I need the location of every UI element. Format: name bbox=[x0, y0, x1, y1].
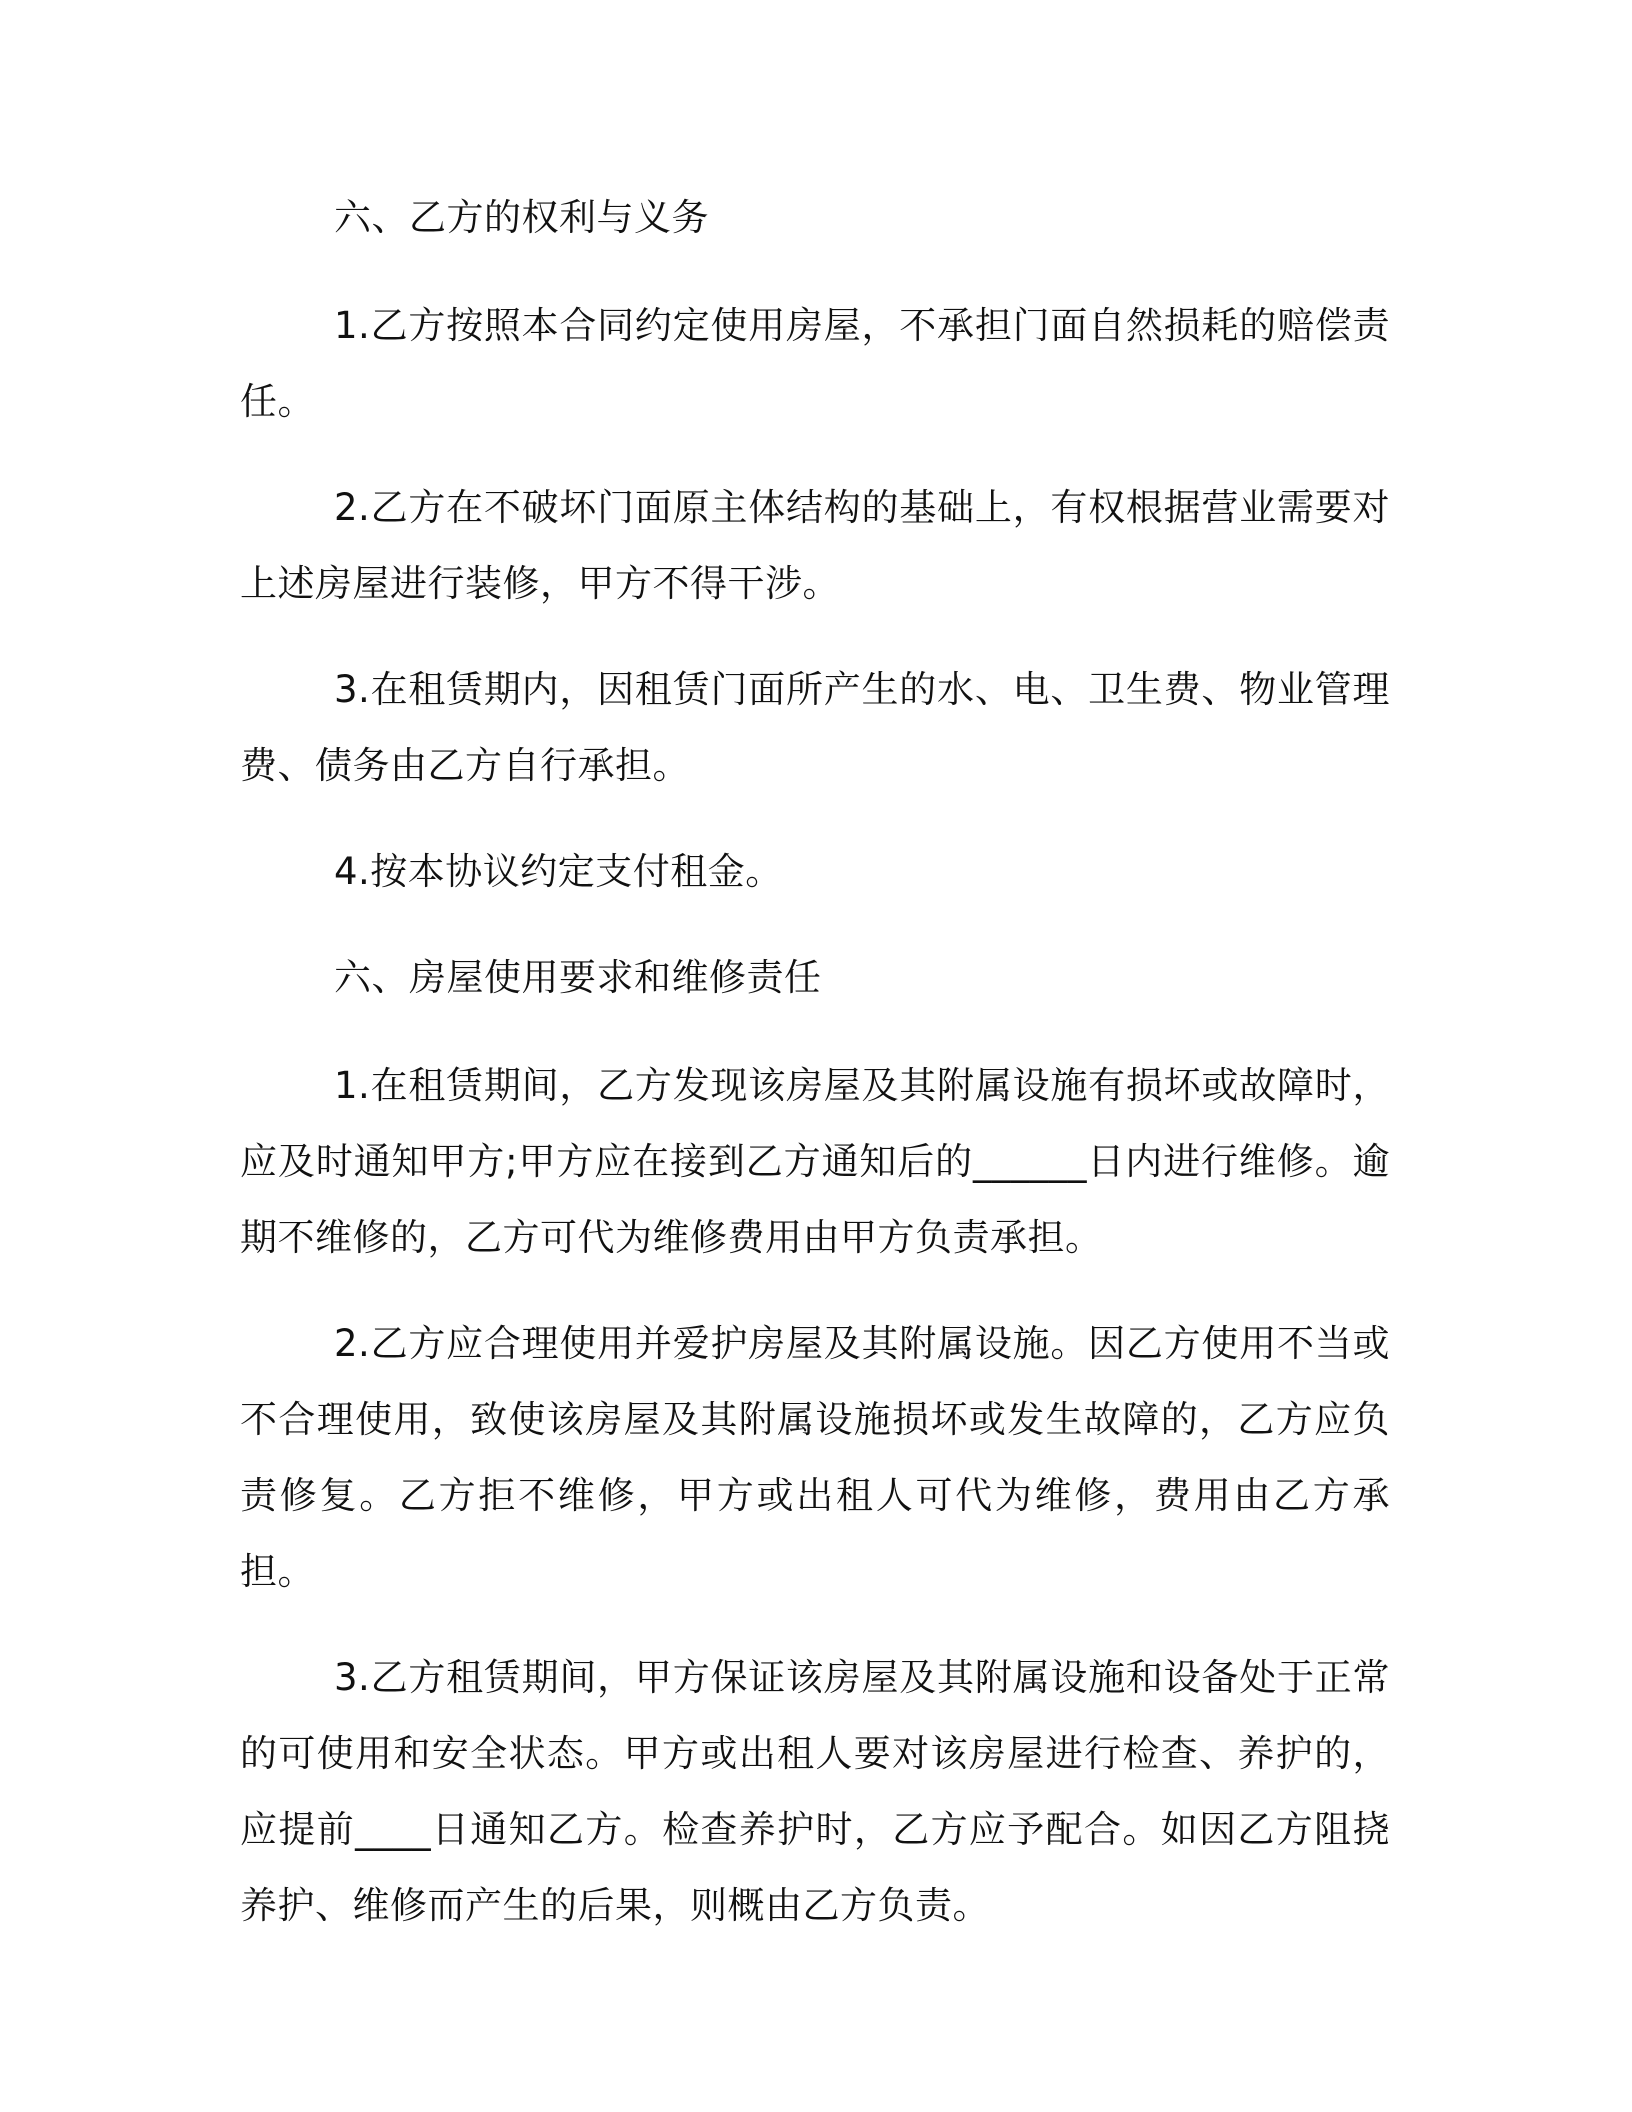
clause-2-2: 2.乙方应合理使用并爱护房屋及其附属设施。因乙方使用不当或不合理使用，致使该房屋及其附属设施损坏或发生故障的，乙方应负责修复。乙方拒不维修，甲方或出租人可代为维修，费用由乙方承担。 bbox=[240, 1322, 1390, 1593]
clause-2-1: 1.在租赁期间，乙方发现该房屋及其附属设施有损坏或故障时，应及时通知甲方;甲方应在接到乙方通知后的______日内进行维修。逾期不维修的，乙方可代为维修费用由甲方负责承担。 bbox=[240, 1064, 1390, 1259]
section-heading-maintenance: 六、房屋使用要求和维修责任 bbox=[334, 956, 822, 999]
clause-2-3: 3.乙方租赁期间，甲方保证该房屋及其附属设施和设备处于正常的可使用和安全状态。甲方或出租人要对该房屋进行检查、养护的，应提前____日通知乙方。检查养护时，乙方应予配合。如因乙方阻挠养护、维修而产生的后果，则概由乙方负责。 bbox=[240, 1656, 1390, 1927]
clause-1-3: 3.在租赁期内，因租赁门面所产生的水、电、卫生费、物业管理费、债务由乙方自行承担。 bbox=[240, 668, 1390, 787]
clause-1-2: 2.乙方在不破坏门面原主体结构的基础上，有权根据营业需要对上述房屋进行装修，甲方不得干涉。 bbox=[240, 486, 1390, 605]
document-body bbox=[240, 180, 1390, 1974]
section-heading-tenant-rights: 六、乙方的权利与义务 bbox=[334, 196, 709, 239]
clause-1-1: 1.乙方按照本合同约定使用房屋，不承担门面自然损耗的赔偿责任。 bbox=[240, 304, 1390, 423]
clause-1-4: 4.按本协议约定支付租金。 bbox=[334, 850, 783, 893]
